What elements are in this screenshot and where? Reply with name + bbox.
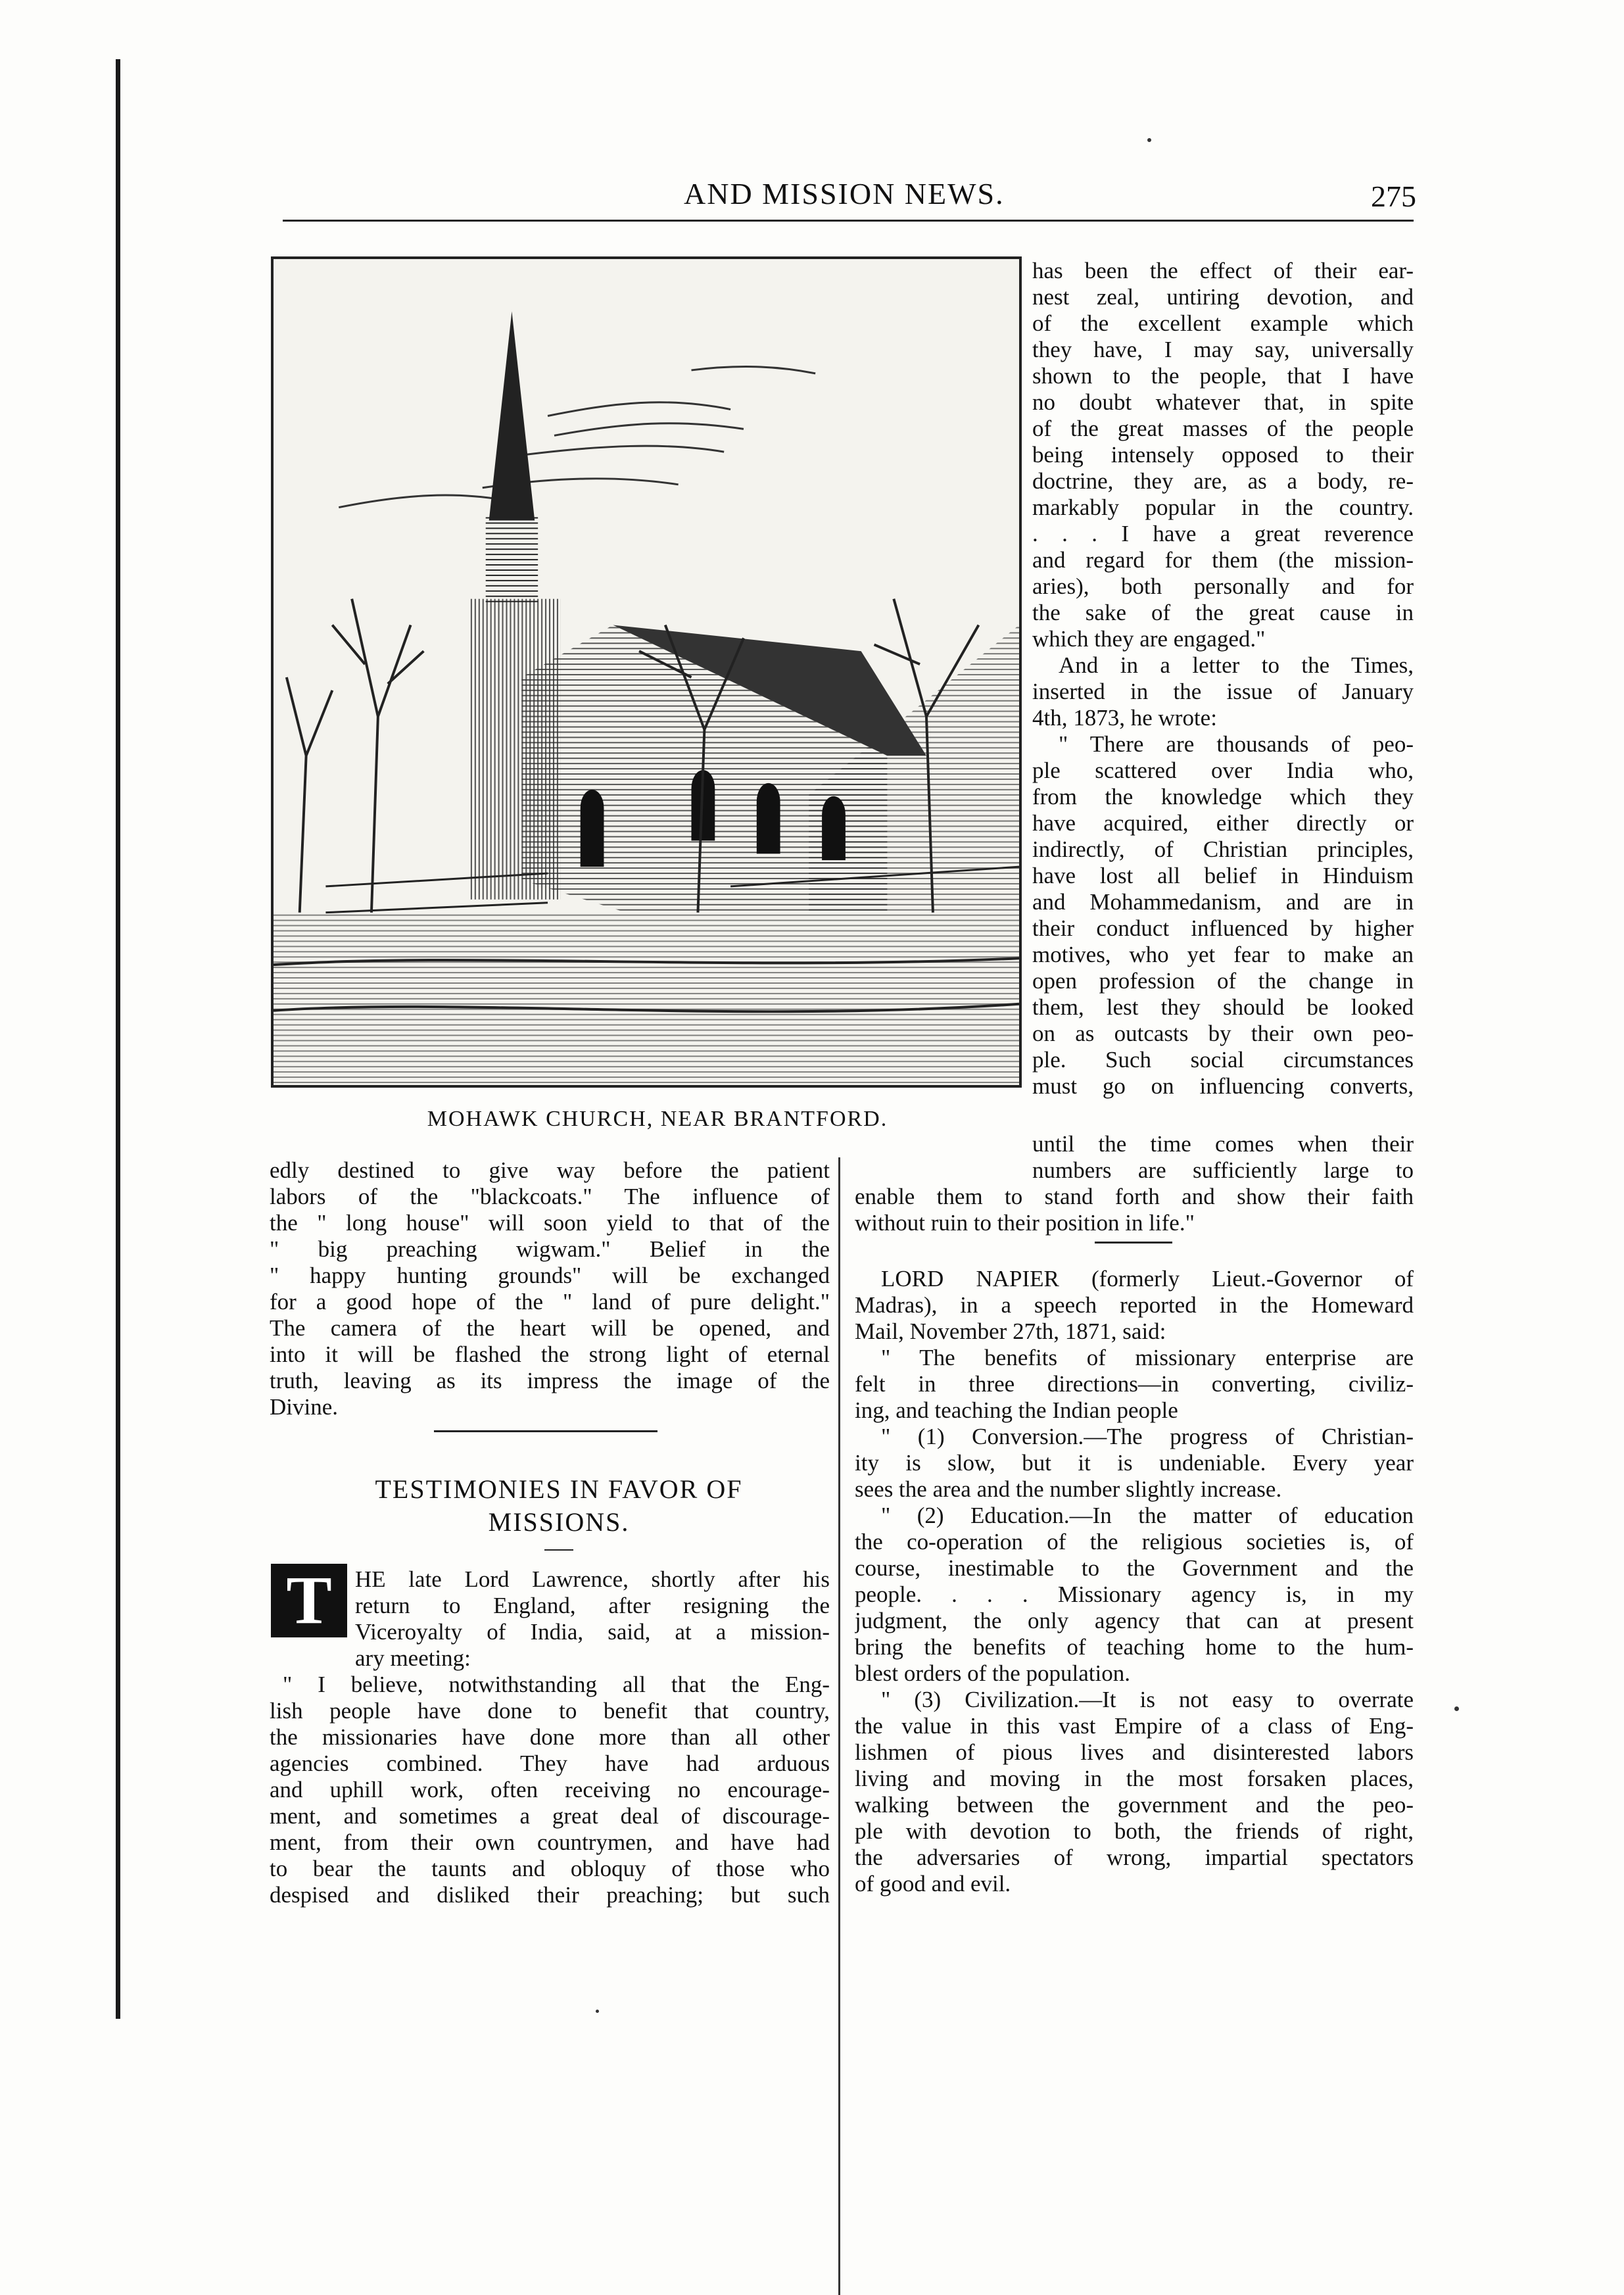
text-line: Mail, November 27th, 1871, said: [855, 1318, 1166, 1344]
text-line: " big preaching wigwam." Belief in the [270, 1236, 830, 1262]
left-column-continuation [270, 1157, 830, 1420]
right-column-low [855, 1266, 1414, 1897]
scan-margin-bar [116, 59, 120, 2019]
text-line: LORD NAPIER (formerly Lieut.-Governor of [881, 1266, 1414, 1292]
text-line: no doubt whatever that, in spite [1032, 389, 1414, 415]
column-divider [838, 1157, 840, 2295]
section-rule [434, 1430, 657, 1432]
text-line: the sake of the great cause in [1032, 600, 1414, 625]
illustration-caption: MOHAWK CHURCH, NEAR BRANTFORD. [427, 1107, 888, 1131]
text-line: they have, I may say, universally [1032, 337, 1414, 362]
text-line: And in a letter to the Times, [1059, 652, 1414, 678]
text-line: " happy hunting grounds" will be exchanged [270, 1263, 830, 1288]
text-line: sees the area and the number slightly increase. [855, 1476, 1282, 1502]
text-line: Divine. [270, 1394, 339, 1420]
text-line: without ruin to their position in life." [855, 1210, 1195, 1236]
text-line: edly destined to give way before the patient [270, 1157, 830, 1183]
text-line: the " long house" will soon yield to that of the [270, 1210, 830, 1236]
page-number: 275 [1371, 180, 1416, 213]
text-line: people. . . . Missionary agency is, in my [855, 1582, 1414, 1607]
church-engraving [271, 256, 1022, 1088]
scan-speck [596, 2010, 599, 2013]
text-line: of good and evil. [855, 1871, 1011, 1896]
text-line: Viceroyalty of India, said, at a mission- [355, 1619, 830, 1645]
text-line: on as outcasts by their own peo- [1032, 1021, 1414, 1046]
text-line: and uphill work, often receiving no encourage- [270, 1777, 830, 1802]
text-line: the missionaries have done more than all other [270, 1724, 830, 1750]
text-line: and regard for them (the mission- [1032, 547, 1414, 573]
text-line: of the great masses of the people [1032, 416, 1414, 441]
text-line: inserted in the issue of January [1032, 679, 1414, 704]
text-line: have lost all belief in Hinduism [1032, 863, 1414, 888]
text-line: " (3) Civilization.—It is not easy to overrate [881, 1687, 1414, 1712]
text-line: . . . I have a great reverence [1032, 521, 1414, 546]
text-line: despised and disliked their preaching; but such [270, 1882, 830, 1908]
text-line: lishmen of pious lives and disinterested labors [855, 1739, 1414, 1765]
text-line: walking between the government and the peo- [855, 1792, 1414, 1818]
text-line: motives, who yet fear to make an [1032, 942, 1414, 967]
text-line: " (2) Education.—In the matter of education [881, 1503, 1414, 1528]
header-rule [283, 220, 1414, 222]
text-line: agencies combined. They have had arduous [270, 1751, 830, 1776]
text-line: The camera of the heart will be opened, and [270, 1315, 830, 1341]
text-line: markably popular in the country. [1032, 495, 1414, 520]
text-line: blest orders of the population. [855, 1660, 1130, 1686]
text-line: indirectly, of Christian principles, [1032, 836, 1414, 862]
text-line: their conduct influenced by higher [1032, 915, 1414, 941]
text-line: the co-operation of the religious societies is, of [855, 1529, 1414, 1555]
text-line: of the excellent example which [1032, 310, 1414, 336]
text-line: lish people have done to benefit that country, [270, 1698, 830, 1724]
text-line: Madras), in a speech reported in the Homeward [855, 1292, 1414, 1318]
text-line: shown to the people, that I have [1032, 363, 1414, 389]
text-line: which they are engaged." [1032, 626, 1266, 652]
scan-speck [1147, 138, 1151, 142]
text-line: must go on influencing converts, [1032, 1073, 1414, 1099]
text-line: course, inestimable to the Government and the [855, 1555, 1414, 1581]
text-line: " I believe, notwithstanding all that the Eng- [283, 1672, 830, 1697]
text-line: ity is slow, but it is undeniable. Every year [855, 1450, 1414, 1476]
section-rule [1095, 1242, 1172, 1244]
text-line: aries), both personally and for [1032, 573, 1414, 599]
section-heading-line: MISSIONS. [488, 1507, 630, 1537]
text-line: living and moving in the most forsaken places, [855, 1766, 1414, 1791]
text-line: them, lest they should be looked [1032, 994, 1414, 1020]
text-line: ary meeting: [355, 1645, 471, 1671]
text-line: the adversaries of wrong, impartial spectators [855, 1845, 1414, 1870]
text-line: judgment, the only agency that can at present [855, 1608, 1414, 1633]
text-line: ple. Such social circumstances [1032, 1047, 1414, 1073]
text-line: HE late Lord Lawrence, shortly after his [355, 1566, 830, 1592]
text-line: doctrine, they are, as a body, re- [1032, 468, 1414, 494]
text-line: ment, and sometimes a great deal of discourage- [270, 1803, 830, 1829]
section-heading [283, 1473, 835, 1539]
text-line: truth, leaving as its impress the image of the [270, 1368, 830, 1393]
text-line: to bear the taunts and obloquy of those who [270, 1856, 830, 1881]
text-line: ment, from their own countrymen, and have had [270, 1829, 830, 1855]
heading-dash [544, 1549, 573, 1551]
text-line: for a good hope of the " land of pure delight." [270, 1289, 830, 1315]
text-line: numbers are sufficiently large to [1032, 1157, 1414, 1183]
section-heading-line: TESTIMONIES IN FAVOR OF [375, 1474, 743, 1504]
text-line: until the time comes when their [1032, 1131, 1414, 1157]
text-line: enable them to stand forth and show their faith [855, 1184, 1414, 1209]
lawrence-quote [270, 1672, 830, 1908]
text-line: into it will be flashed the strong light of eternal [270, 1341, 830, 1367]
section-intro [355, 1566, 830, 1672]
church-engraving-art [274, 259, 1019, 1085]
text-line: ing, and teaching the Indian people [855, 1397, 1178, 1423]
text-line: ple scattered over India who, [1032, 758, 1414, 783]
text-line: " (1) Conversion.—The progress of Christian- [881, 1424, 1414, 1449]
running-header: AND MISSION NEWS. [684, 177, 1005, 210]
text-line: being intensely opposed to their [1032, 442, 1414, 468]
text-line: nest zeal, untiring devotion, and [1032, 284, 1414, 310]
right-column-mid [855, 1131, 1414, 1236]
text-line: return to England, after resigning the [355, 1593, 830, 1618]
text-line: open profession of the change in [1032, 968, 1414, 994]
text-line: " The benefits of missionary enterprise are [881, 1345, 1414, 1370]
text-line: have acquired, either directly or [1032, 810, 1414, 836]
text-line: felt in three directions—in converting, civiliz- [855, 1371, 1414, 1397]
right-column-top [1032, 258, 1414, 1099]
text-line: the value in this vast Empire of a class of Eng- [855, 1713, 1414, 1739]
text-line: " There are thousands of peo- [1059, 731, 1414, 757]
scan-speck [1454, 1706, 1459, 1711]
text-line: bring the benefits of teaching home to the hum- [855, 1634, 1414, 1660]
text-line: from the knowledge which they [1032, 784, 1414, 809]
text-line: has been the effect of their ear- [1032, 258, 1414, 283]
drop-cap: T [271, 1564, 347, 1637]
text-line: ple with devotion to both, the friends of right, [855, 1818, 1414, 1844]
text-line: and Mohammedanism, and are in [1032, 889, 1414, 915]
text-line: 4th, 1873, he wrote: [1032, 705, 1217, 731]
text-line: labors of the "blackcoats." The influence of [270, 1184, 830, 1209]
